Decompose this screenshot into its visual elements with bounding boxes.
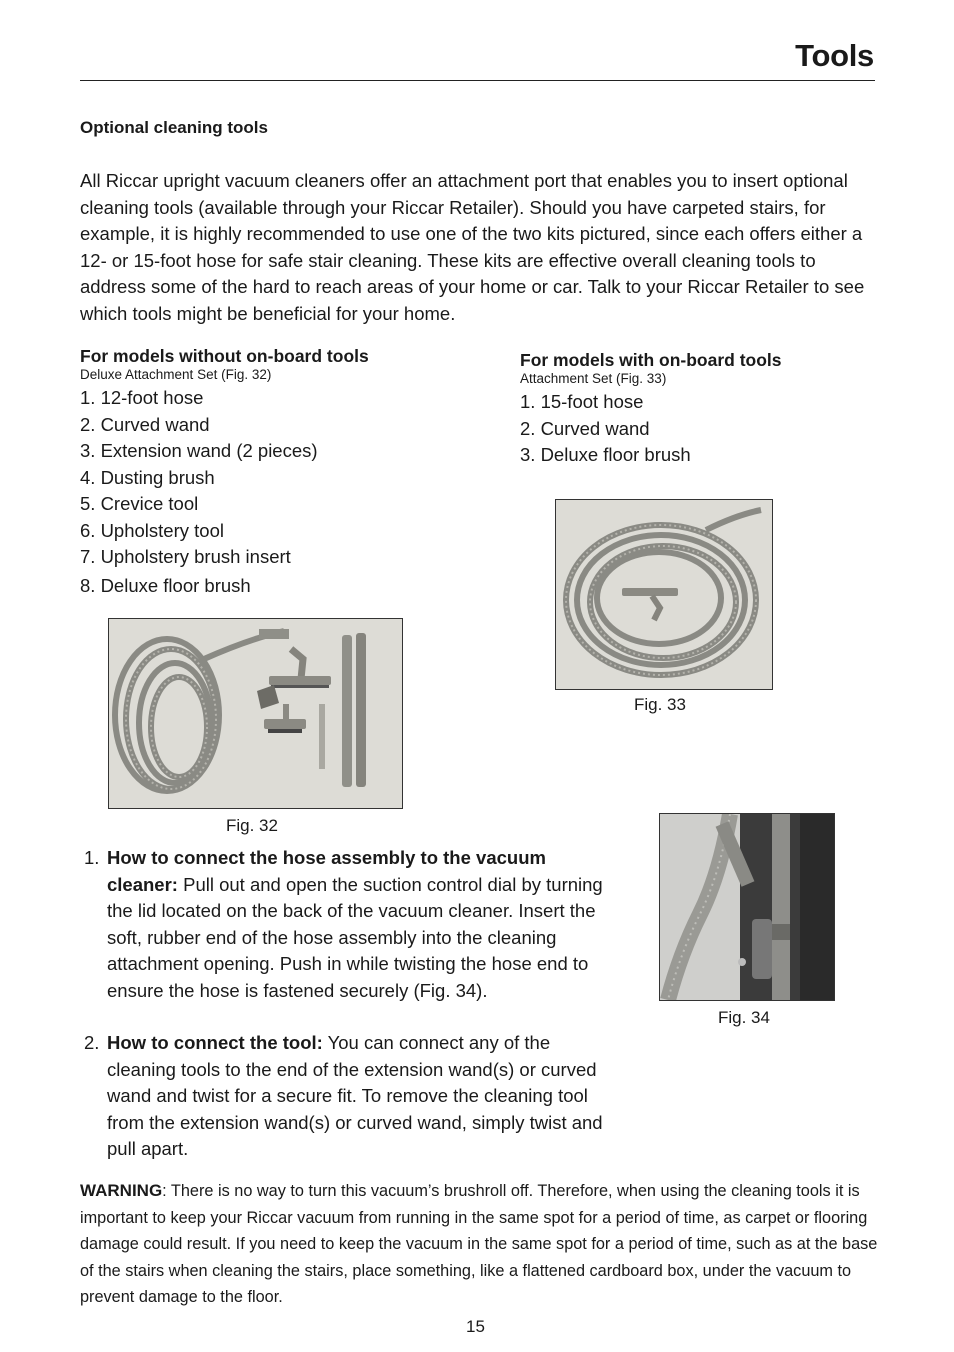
list-item: 1. 15-foot hose bbox=[520, 391, 644, 412]
list-item: 6. Upholstery tool bbox=[80, 519, 224, 541]
step-text: Pull out and open the suction control dial by turning the lid located on the back of the vacuum cleaner. Insert the soft, rubber end of the hose assembly into the cleaning attachment opening. Push in while twisting the hose end to ensure the hose is fastened securely (Fig. 34). bbox=[107, 873, 603, 1001]
step-number: 2. bbox=[84, 1032, 100, 1053]
warning-text: : There is no way to turn this vacuum’s brushroll off. Therefore, when using the cleaning tools it is important to keep your Riccar vacuum from running in the same spot for a period of time, as carpet or flooring damage could result. If you need to keep the vacuum in the same spot for a period of time, such as at the base of the stairs when cleaning the stairs, place something, like a flattened cardboard box, under the vacuum to prevent damage to the floor. bbox=[80, 1182, 878, 1306]
list-item: 8. Deluxe floor brush bbox=[80, 574, 251, 596]
figure-32-image bbox=[108, 618, 403, 809]
step-connect-hose bbox=[80, 845, 620, 1004]
with-onboard-subheading: Attachment Set (Fig. 33) bbox=[520, 371, 667, 386]
with-onboard-section bbox=[520, 350, 782, 469]
step-title: How to connect the hose assembly to the vacuum cleaner: bbox=[107, 847, 546, 895]
title-divider bbox=[80, 80, 875, 81]
figure-32-caption: Fig. 32 bbox=[226, 816, 278, 835]
page-title: Tools bbox=[795, 38, 874, 73]
with-onboard-list bbox=[520, 389, 782, 469]
without-onboard-subheading: Deluxe Attachment Set (Fig. 32) bbox=[80, 367, 272, 382]
list-item: 2. Curved wand bbox=[520, 417, 650, 439]
intro-paragraph: All Riccar upright vacuum cleaners offer an attachment port that enables you to insert optional cleaning tools (available through your Riccar Retailer). Should you have carpeted stairs, for example, it is highly recommended to use one of the two kits pictured, since each offers either a 12- or 15-foot hose for safe stair cleaning. These kits are effective overall cleaning tools to address some of the hard to reach areas of your home or car. Talk to your Riccar Retailer to see which tools might be beneficial for your home. bbox=[80, 170, 865, 324]
figure-33-caption: Fig. 33 bbox=[634, 695, 686, 714]
deluxe-attachment-set-illustration bbox=[109, 619, 402, 808]
attachment-set-illustration bbox=[556, 500, 772, 689]
figure-34-image bbox=[659, 813, 835, 1001]
section-heading-optional-tools: Optional cleaning tools bbox=[80, 118, 268, 137]
hose-connection-illustration bbox=[660, 814, 834, 1000]
step-connect-tool bbox=[80, 1030, 620, 1163]
list-item: 2. Curved wand bbox=[80, 413, 210, 435]
page-number: 15 bbox=[466, 1317, 485, 1336]
without-onboard-heading: For models without on-board tools bbox=[80, 346, 369, 366]
list-item: 1. 12-foot hose bbox=[80, 387, 204, 408]
warning-label: WARNING bbox=[80, 1181, 163, 1200]
step-number: 1. bbox=[84, 847, 100, 868]
list-item: 7. Upholstery brush insert bbox=[80, 546, 291, 567]
list-item: 3. Extension wand (2 pieces) bbox=[80, 440, 318, 461]
figure-34-caption: Fig. 34 bbox=[718, 1008, 770, 1027]
warning-note bbox=[80, 1178, 880, 1311]
list-item: 3. Deluxe floor brush bbox=[520, 444, 691, 465]
list-item: 4. Dusting brush bbox=[80, 466, 215, 488]
with-onboard-heading: For models with on-board tools bbox=[520, 350, 782, 370]
without-onboard-section bbox=[80, 346, 369, 599]
list-item: 5. Crevice tool bbox=[80, 493, 199, 514]
without-onboard-list bbox=[80, 385, 369, 599]
step-text: You can connect any of the cleaning tools to the end of the extension wand(s) or curved wand and twist for a secure fit. To remove the cleaning tool from the extension wand(s) or curved wand, simply twist and pull apart. bbox=[107, 1032, 603, 1159]
step-title: How to connect the tool: bbox=[107, 1032, 323, 1053]
figure-33-image bbox=[555, 499, 773, 690]
